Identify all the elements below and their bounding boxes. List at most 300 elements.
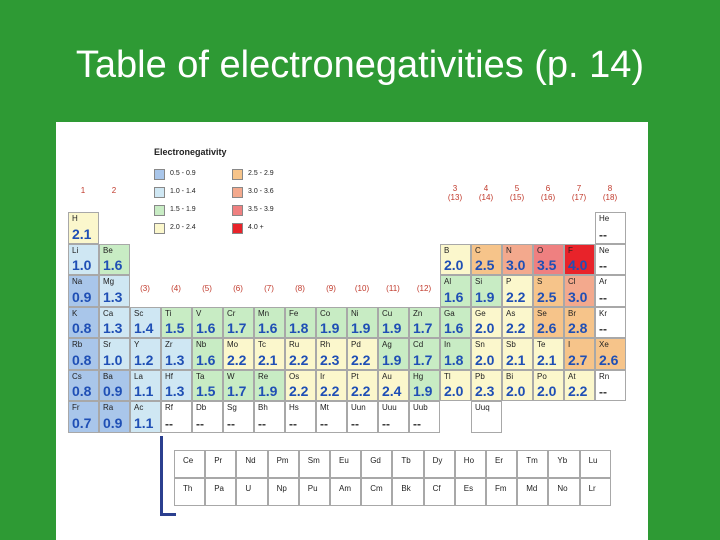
element-cell-mn	[254, 307, 285, 339]
element-cell-po	[533, 370, 564, 402]
element-cell-n	[502, 244, 533, 276]
electronegativity-value: 1.3	[103, 288, 123, 305]
group-number: 7 (17)	[571, 184, 587, 202]
legend-label: 2.0 - 2.4	[170, 224, 196, 231]
group-number: 1	[80, 186, 86, 195]
element-symbol: H	[72, 214, 78, 223]
element-symbol: Tl	[444, 371, 451, 381]
electronegativity-value: 3.0	[568, 288, 588, 305]
f-block-cell-am	[330, 478, 361, 506]
element-symbol: Na	[72, 277, 83, 286]
electronegativity-value: 0.7	[72, 414, 92, 431]
f-block-cell-ce	[174, 450, 205, 478]
element-cell-tl	[440, 370, 471, 402]
electronegativity-value: 2.0	[506, 383, 526, 399]
electronegativity-value: 1.9	[320, 320, 340, 336]
periodic-table-panel	[56, 122, 648, 540]
element-cell-ba	[99, 370, 130, 402]
element-cell-hf	[161, 370, 192, 402]
element-symbol: Sb	[506, 340, 516, 349]
electronegativity-value: 1.9	[351, 320, 371, 336]
element-symbol: Cs	[72, 371, 82, 381]
element-symbol: Re	[258, 371, 269, 381]
group-number: 8 (18)	[602, 184, 618, 202]
element-symbol: Al	[444, 277, 452, 286]
electronegativity-value: --	[320, 416, 328, 431]
legend-swatch	[232, 205, 243, 216]
element-cell-ga	[440, 307, 471, 339]
element-cell-fe	[285, 307, 316, 339]
electronegativity-value: 1.9	[258, 383, 278, 399]
f-block-cell-lu	[580, 450, 611, 478]
legend-swatch	[232, 223, 243, 234]
element-symbol: Si	[475, 277, 483, 286]
electronegativity-value: 1.5	[165, 320, 185, 336]
element-cell-mt	[316, 401, 347, 433]
element-cell-rh	[316, 338, 347, 370]
electronegativity-value: 1.6	[196, 351, 216, 368]
electronegativity-value: 1.9	[475, 288, 495, 305]
element-cell-o	[533, 244, 564, 276]
element-symbol: Gd	[370, 456, 381, 465]
element-symbol: Cd	[413, 340, 424, 349]
f-block-cell-md	[517, 478, 548, 506]
electronegativity-value: 2.1	[537, 351, 557, 368]
element-symbol: Xe	[599, 340, 609, 349]
element-symbol: Ne	[599, 245, 610, 255]
electronegativity-value: --	[599, 290, 607, 305]
element-symbol: Bi	[506, 371, 514, 381]
f-block-cell-ho	[455, 450, 486, 478]
electronegativity-value: 1.5	[196, 383, 216, 399]
electronegativity-value: 2.1	[72, 225, 92, 242]
electronegativity-value: 2.2	[506, 320, 526, 336]
element-cell-br	[564, 307, 595, 339]
group-number: (11)	[386, 284, 400, 293]
element-symbol: Fe	[289, 308, 299, 318]
electronegativity-value: 0.9	[103, 383, 123, 399]
element-cell-fr	[68, 401, 99, 433]
element-symbol: Ru	[289, 340, 300, 349]
electronegativity-value: 1.3	[165, 383, 185, 399]
f-block-cell-gd	[361, 450, 392, 478]
group-number: (4)	[171, 284, 181, 293]
element-cell-be	[99, 244, 130, 276]
element-symbol: Rh	[320, 340, 331, 349]
legend-swatch	[154, 169, 165, 180]
f-block-cell-cm	[361, 478, 392, 506]
electronegativity-value: 1.0	[103, 351, 123, 368]
f-block-cell-tb	[392, 450, 423, 478]
electronegativity-value: 1.0	[72, 257, 92, 273]
element-cell-te	[533, 338, 564, 370]
element-cell-pb	[471, 370, 502, 402]
element-cell-cd	[409, 338, 440, 370]
element-cell-mo	[223, 338, 254, 370]
group-number: (7)	[264, 284, 274, 293]
element-symbol: Pr	[214, 456, 223, 465]
electronegativity-value: --	[599, 322, 607, 336]
element-symbol: Ti	[165, 308, 172, 318]
group-number: 5 (15)	[509, 184, 525, 202]
element-cell-sc	[130, 307, 161, 339]
group-number: (9)	[326, 284, 336, 293]
electronegativity-value: --	[165, 416, 173, 431]
electronegativity-value: 1.6	[103, 257, 123, 273]
element-cell-tc	[254, 338, 285, 370]
electronegativity-value: --	[196, 416, 204, 431]
element-symbol: U	[245, 484, 252, 493]
electronegativity-value: 1.2	[134, 351, 154, 368]
element-cell-si	[471, 275, 502, 307]
element-symbol: Ce	[183, 456, 194, 465]
element-symbol: Kr	[599, 308, 607, 318]
element-cell-w	[223, 370, 254, 402]
element-cell-in	[440, 338, 471, 370]
element-symbol: Se	[537, 308, 547, 318]
element-cell-uun	[347, 401, 378, 433]
element-symbol: Mt	[320, 403, 329, 412]
group-number: 3 (13)	[447, 184, 463, 202]
electronegativity-value: 1.6	[444, 320, 464, 336]
element-symbol: Mo	[227, 340, 239, 349]
element-symbol: Lr	[588, 484, 596, 493]
element-symbol: Er	[495, 456, 503, 465]
element-cell-rn	[595, 370, 626, 402]
element-cell-uuq	[471, 401, 502, 433]
f-block-cell-pa	[205, 478, 236, 506]
element-symbol: Es	[463, 484, 474, 493]
element-symbol: Co	[320, 308, 331, 318]
element-symbol: Ra	[103, 403, 114, 412]
element-symbol: O	[537, 245, 544, 255]
element-symbol: Os	[289, 371, 300, 381]
element-symbol: Sr	[103, 340, 111, 349]
electronegativity-value: 2.2	[289, 351, 309, 368]
element-symbol: Cu	[382, 308, 393, 318]
element-cell-b	[440, 244, 471, 276]
element-symbol: Ar	[599, 277, 607, 286]
element-symbol: Y	[134, 340, 140, 349]
electronegativity-value: 2.1	[258, 351, 278, 368]
element-symbol: No	[557, 484, 568, 493]
electronegativity-value: 0.8	[72, 383, 92, 399]
electronegativity-value: 1.8	[289, 320, 309, 336]
element-cell-nb	[192, 338, 223, 370]
f-block-cell-pm	[268, 450, 299, 478]
f-block-cell-yb	[548, 450, 579, 478]
element-cell-ra	[99, 401, 130, 433]
f-block-cell-eu	[330, 450, 361, 478]
element-cell-hs	[285, 401, 316, 433]
electronegativity-value: 4.0	[568, 257, 588, 273]
element-cell-ir	[316, 370, 347, 402]
element-symbol: Uuq	[475, 403, 490, 412]
element-symbol: Rb	[72, 340, 83, 349]
element-cell-sr	[99, 338, 130, 370]
element-cell-zn	[409, 307, 440, 339]
electronegativity-value: --	[227, 416, 235, 431]
legend-swatch	[232, 187, 243, 198]
element-symbol: Sn	[475, 340, 485, 349]
element-symbol: Ag	[382, 340, 392, 349]
electronegativity-value: 2.2	[289, 383, 309, 399]
element-symbol: I	[568, 340, 571, 349]
electronegativity-value: 1.3	[165, 351, 185, 368]
element-cell-rf	[161, 401, 192, 433]
element-cell-ag	[378, 338, 409, 370]
f-block-cell-cf	[424, 478, 455, 506]
group-number: (6)	[233, 284, 243, 293]
element-symbol: Ge	[475, 308, 486, 318]
electronegativity-value: 1.1	[134, 414, 154, 431]
electronegativity-value: 2.0	[475, 351, 495, 368]
element-symbol: Uun	[351, 403, 366, 412]
element-cell-uuu	[378, 401, 409, 433]
f-block-bracket	[160, 436, 163, 516]
electronegativity-value: 1.6	[444, 288, 464, 305]
legend-label: 1.5 - 1.9	[170, 206, 196, 213]
element-symbol: Sg	[227, 403, 237, 412]
element-cell-ca	[99, 307, 130, 339]
element-symbol: Mg	[103, 277, 115, 286]
element-cell-ru	[285, 338, 316, 370]
element-symbol: In	[444, 340, 451, 349]
element-cell-he	[595, 212, 626, 244]
element-symbol: Sm	[307, 456, 320, 465]
electronegativity-value: 2.2	[351, 383, 371, 399]
f-block-cell-bk	[392, 478, 423, 506]
f-block-cell-u	[236, 478, 267, 506]
element-symbol: Rf	[165, 403, 173, 412]
element-cell-as	[502, 307, 533, 339]
element-cell-ti	[161, 307, 192, 339]
element-symbol: Tm	[526, 456, 538, 465]
element-cell-cu	[378, 307, 409, 339]
f-block-cell-lr	[580, 478, 611, 506]
element-symbol: N	[506, 245, 512, 255]
electronegativity-value: 0.8	[72, 320, 92, 336]
electronegativity-value: 3.5	[537, 257, 557, 273]
element-symbol: Np	[276, 484, 287, 493]
f-block-cell-np	[268, 478, 299, 506]
element-symbol: S	[537, 277, 543, 286]
electronegativity-value: --	[289, 416, 297, 431]
element-cell-ne	[595, 244, 626, 276]
electronegativity-value: 2.8	[568, 320, 588, 336]
element-symbol: Ca	[103, 308, 114, 318]
electronegativity-value: --	[599, 385, 607, 399]
element-symbol: F	[568, 245, 573, 255]
element-cell-bh	[254, 401, 285, 433]
legend-swatch	[154, 187, 165, 198]
element-symbol: Po	[537, 371, 547, 381]
element-symbol: Pm	[276, 456, 289, 465]
element-cell-cs	[68, 370, 99, 402]
electronegativity-value: 1.9	[382, 320, 402, 336]
element-cell-cr	[223, 307, 254, 339]
element-cell-v	[192, 307, 223, 339]
element-symbol: Ac	[134, 403, 144, 412]
element-cell-co	[316, 307, 347, 339]
legend-label: 4.0 +	[248, 224, 264, 231]
f-block-cell-th	[174, 478, 205, 506]
electronegativity-value: 2.5	[537, 288, 557, 305]
electronegativity-value: 0.9	[103, 414, 123, 431]
electronegativity-value: --	[599, 227, 607, 242]
element-cell-h	[68, 212, 99, 244]
element-symbol: Uub	[413, 403, 428, 412]
electronegativity-value: 2.3	[475, 383, 495, 399]
electronegativity-value: 3.0	[506, 257, 526, 273]
electronegativity-value: 2.0	[444, 257, 464, 273]
element-symbol: Pa	[214, 484, 224, 493]
element-cell-y	[130, 338, 161, 370]
f-block-cell-nd	[236, 450, 267, 478]
element-symbol: Ho	[463, 456, 475, 465]
element-symbol: Pb	[475, 371, 485, 381]
group-number: (12)	[416, 284, 432, 293]
element-symbol: Pu	[307, 484, 318, 493]
element-symbol: Zn	[413, 308, 423, 318]
electronegativity-value: 0.9	[72, 288, 92, 305]
electronegativity-value: 2.2	[568, 383, 588, 399]
legend-label: 3.5 - 3.9	[248, 206, 274, 213]
element-cell-hg	[409, 370, 440, 402]
element-cell-c	[471, 244, 502, 276]
electronegativity-value: 2.2	[320, 383, 340, 399]
element-symbol: P	[506, 277, 512, 286]
group-number: (3)	[140, 284, 150, 293]
element-symbol: Am	[339, 484, 351, 493]
group-number: (5)	[202, 284, 212, 293]
element-cell-al	[440, 275, 471, 307]
element-cell-kr	[595, 307, 626, 339]
electronegativity-value: 1.6	[196, 320, 216, 336]
element-cell-k	[68, 307, 99, 339]
element-symbol: Pd	[351, 340, 361, 349]
slide-title: Table of electronegativities (p. 14)	[75, 44, 645, 86]
element-cell-au	[378, 370, 409, 402]
electronegativity-value: --	[413, 416, 421, 431]
legend-title: Electronegativity	[154, 147, 227, 157]
group-number: (8)	[295, 284, 305, 293]
element-symbol: Cm	[370, 484, 383, 493]
element-cell-uub	[409, 401, 440, 433]
element-symbol: Nd	[245, 456, 256, 465]
element-symbol: Th	[183, 484, 193, 493]
f-block-cell-er	[486, 450, 517, 478]
element-symbol: Dy	[432, 456, 443, 465]
element-symbol: At	[568, 371, 576, 381]
electronegativity-value: 1.7	[413, 351, 433, 368]
element-symbol: Ta	[196, 371, 205, 381]
element-symbol: Hf	[165, 371, 173, 381]
element-cell-pd	[347, 338, 378, 370]
element-cell-f	[564, 244, 595, 276]
element-symbol: Eu	[339, 456, 349, 465]
element-cell-re	[254, 370, 285, 402]
legend-swatch	[154, 205, 165, 216]
element-symbol: Rn	[599, 371, 610, 381]
electronegativity-value: 2.1	[506, 351, 526, 368]
element-symbol: As	[506, 308, 516, 318]
element-symbol: Tc	[258, 340, 266, 349]
element-symbol: Ir	[320, 371, 325, 381]
element-symbol: V	[196, 308, 202, 318]
element-cell-xe	[595, 338, 626, 370]
element-cell-bi	[502, 370, 533, 402]
element-symbol: C	[475, 245, 481, 255]
element-cell-ta	[192, 370, 223, 402]
element-symbol: Ni	[351, 308, 359, 318]
f-block-cell-pr	[205, 450, 236, 478]
electronegativity-value: 1.7	[413, 320, 433, 336]
group-number: (10)	[354, 284, 370, 293]
element-cell-ar	[595, 275, 626, 307]
element-cell-ac	[130, 401, 161, 433]
element-cell-sn	[471, 338, 502, 370]
electronegativity-value: 2.0	[475, 320, 495, 336]
electronegativity-value: --	[258, 416, 266, 431]
element-cell-la	[130, 370, 161, 402]
group-number: 6 (16)	[540, 184, 556, 202]
element-symbol: Nb	[196, 340, 207, 349]
electronegativity-value: 2.7	[568, 351, 588, 368]
element-symbol: Au	[382, 371, 392, 381]
electronegativity-value: 1.3	[103, 320, 123, 336]
element-symbol: Ba	[103, 371, 113, 381]
element-symbol: Tb	[401, 456, 411, 465]
f-block-cell-fm	[486, 478, 517, 506]
element-symbol: Bh	[258, 403, 268, 412]
electronegativity-value: 2.4	[382, 383, 402, 399]
element-symbol: W	[227, 371, 235, 381]
electronegativity-value: 1.9	[382, 351, 402, 368]
f-block-cell-sm	[299, 450, 330, 478]
electronegativity-value: 2.6	[599, 351, 619, 368]
element-cell-ni	[347, 307, 378, 339]
f-block-cell-es	[455, 478, 486, 506]
element-cell-s	[533, 275, 564, 307]
legend-swatch	[232, 169, 243, 180]
f-block-cell-no	[548, 478, 579, 506]
element-symbol: Cf	[432, 484, 441, 493]
f-block-cell-tm	[517, 450, 548, 478]
element-symbol: Zr	[165, 340, 173, 349]
electronegativity-value: 1.8	[444, 351, 464, 368]
f-block-bracket-bottom	[160, 513, 176, 516]
element-symbol: Mn	[258, 308, 270, 318]
element-symbol: Br	[568, 308, 576, 318]
electronegativity-value: 2.6	[537, 320, 557, 336]
element-symbol: Lu	[588, 456, 598, 465]
electronegativity-value: 2.3	[320, 351, 340, 368]
element-cell-se	[533, 307, 564, 339]
element-symbol: Cl	[568, 277, 576, 286]
element-symbol: Pt	[351, 371, 359, 381]
element-cell-ge	[471, 307, 502, 339]
electronegativity-value: 1.9	[413, 383, 433, 399]
element-cell-na	[68, 275, 99, 307]
element-cell-sg	[223, 401, 254, 433]
electronegativity-value: 2.2	[351, 351, 371, 368]
electronegativity-value: 1.6	[258, 320, 278, 336]
element-cell-i	[564, 338, 595, 370]
electronegativity-value: --	[599, 259, 607, 273]
element-symbol: Db	[196, 403, 207, 412]
element-cell-li	[68, 244, 99, 276]
